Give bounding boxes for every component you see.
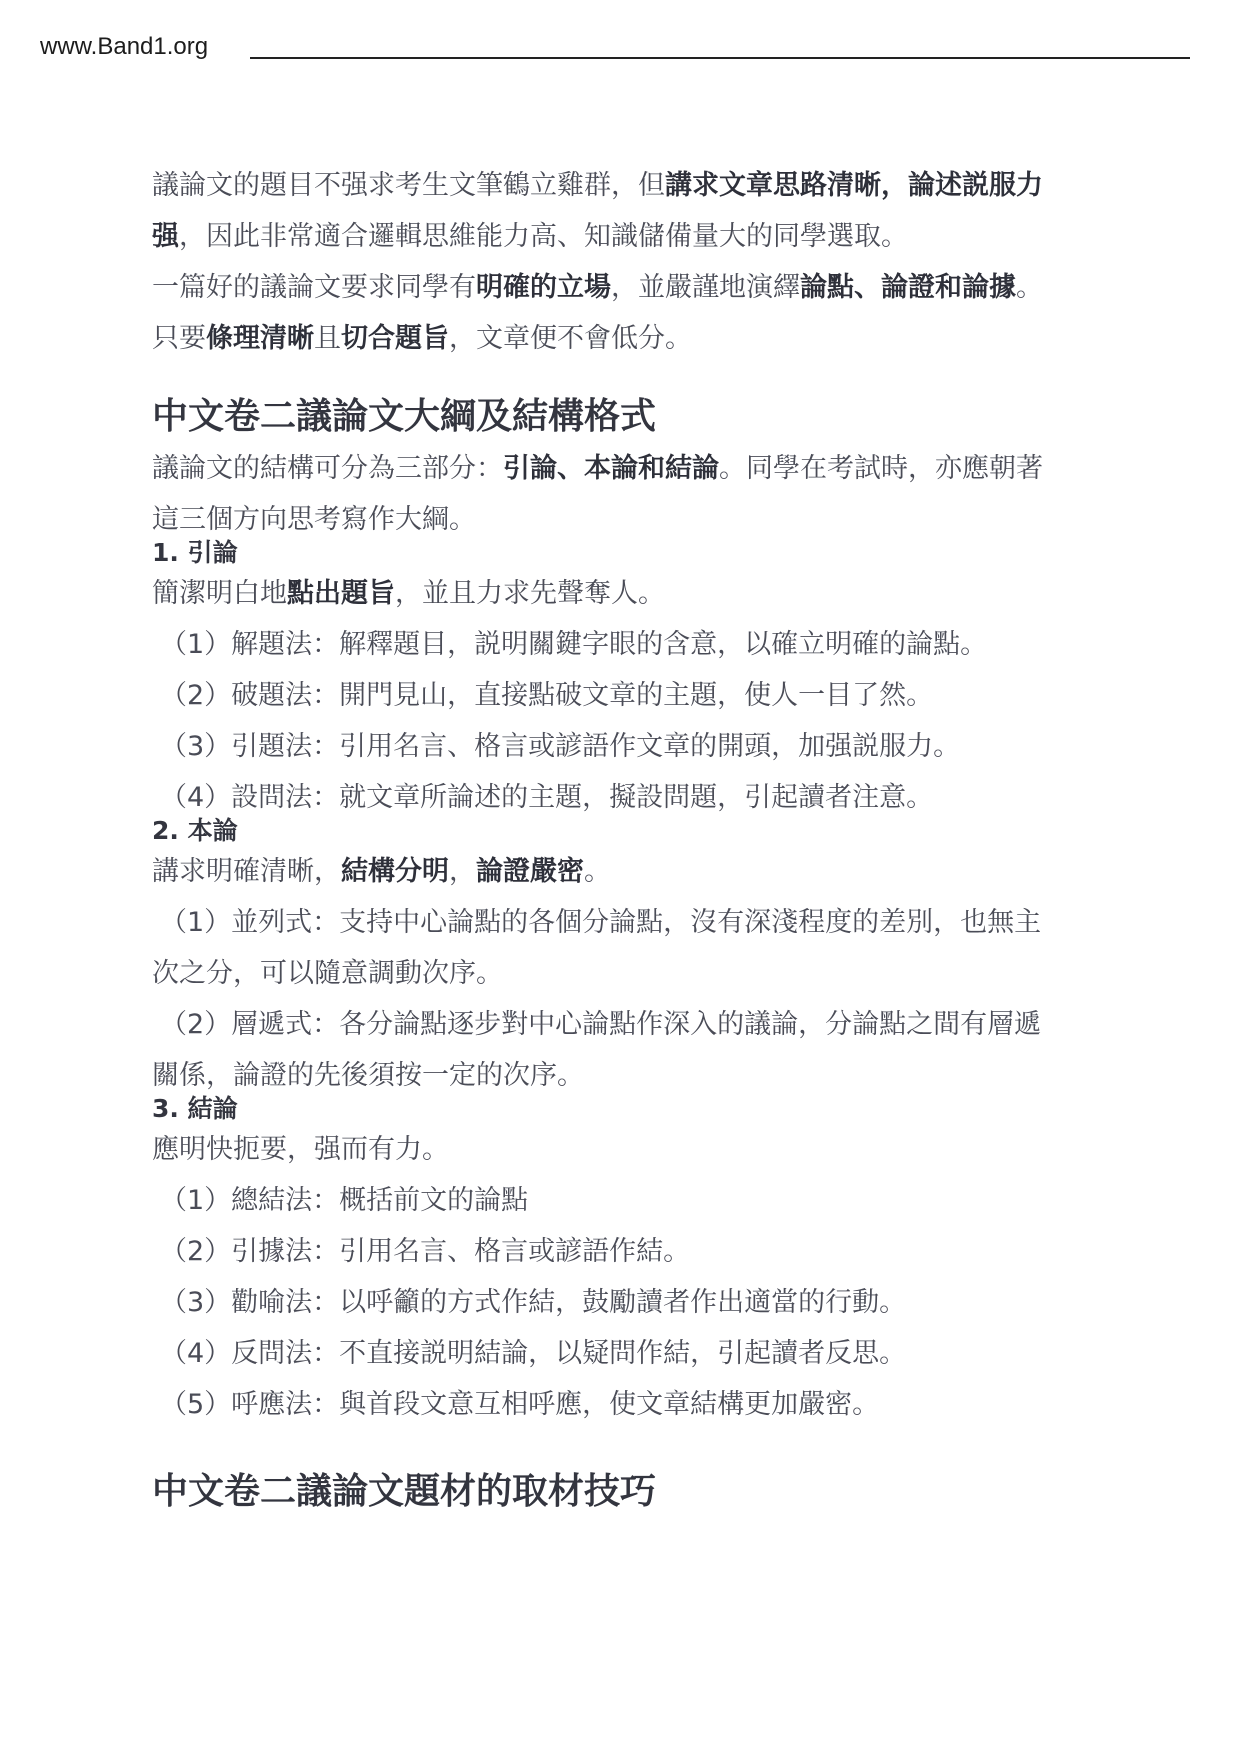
bold-text: 論證嚴密 <box>476 856 584 887</box>
intro-paragraph-1 <box>152 160 1092 262</box>
text: ，文章便不會低分。 <box>449 323 692 354</box>
text: 這三個方向思考寫作大綱。 <box>152 504 476 535</box>
subheading-body: 2. 本論 <box>152 816 238 845</box>
text: 講求明確清晰， <box>152 856 341 887</box>
subheading-introduction: 1. 引論 <box>152 538 238 567</box>
bold-text: 强 <box>152 221 179 252</box>
conclusion-desc: 應明快扼要，强而有力。 <box>152 1134 449 1165</box>
list-item <box>152 897 1092 999</box>
text: 議論文的題目不强求考生文筆鶴立雞群，但 <box>152 170 665 201</box>
text: ， <box>449 856 476 887</box>
section-title-structure: 中文卷二議論文大綱及結構格式 <box>152 396 657 437</box>
introduction-desc <box>152 568 1092 619</box>
list-item <box>152 999 1092 1101</box>
text: ，因此非常適合邏輯思維能力高、知識儲備量大的同學選取。 <box>179 221 908 252</box>
list-item: （3）引題法：引用名言、格言或諺語作文章的開頭，加强説服力。 <box>160 731 961 762</box>
list-item: （2）破題法：開門見山，直接點破文章的主題，使人一目了然。 <box>160 680 934 711</box>
list-item: （3）勸喻法：以呼籲的方式作結，鼓勵讀者作出適當的行動。 <box>160 1287 907 1318</box>
text: 一篇好的議論文要求同學有 <box>152 272 476 303</box>
structure-paragraph <box>152 443 1092 545</box>
text: 關係，論證的先後須按一定的次序。 <box>152 1060 584 1091</box>
bold-text: 結構分明 <box>341 856 449 887</box>
text: （1）並列式：支持中心論點的各個分論點，沒有深淺程度的差別，也無主 <box>160 907 1042 938</box>
text: 簡潔明白地 <box>152 578 287 609</box>
intro-paragraph-3 <box>152 313 1092 364</box>
list-item: （4）反問法：不直接説明結論，以疑問作結，引起讀者反思。 <box>160 1338 907 1369</box>
bold-text: 切合題旨 <box>341 323 449 354</box>
text: 。 <box>1016 272 1043 303</box>
text: ，並且力求先聲奪人。 <box>395 578 665 609</box>
text: 只要 <box>152 323 206 354</box>
header-rule <box>250 57 1190 59</box>
text: 議論文的結構可分為三部分： <box>152 453 503 484</box>
list-item: （5）呼應法：與首段文意互相呼應，使文章結構更加嚴密。 <box>160 1389 880 1420</box>
subheading-conclusion: 3. 結論 <box>152 1094 238 1123</box>
article-body <box>152 160 1092 1518</box>
bold-text: 講求文章思路清晰，論述説服力 <box>665 170 1043 201</box>
text: 。 <box>584 856 611 887</box>
text: 。同學在考試時，亦應朝著 <box>719 453 1043 484</box>
bold-text: 明確的立場 <box>476 272 611 303</box>
list-item: （1）總結法：概括前文的論點 <box>160 1185 529 1216</box>
text: 且 <box>314 323 341 354</box>
text: 次之分，可以隨意調動次序。 <box>152 958 503 989</box>
text: （2）層遞式：各分論點逐步對中心論點作深入的議論，分論點之間有層遞 <box>160 1009 1042 1040</box>
section-title-material: 中文卷二議論文題材的取材技巧 <box>152 1471 657 1512</box>
list-item: （1）解題法：解釋題目，説明關鍵字眼的含意，以確立明確的論點。 <box>160 629 988 660</box>
text: ，並嚴謹地演繹 <box>611 272 800 303</box>
list-item: （2）引據法：引用名言、格言或諺語作結。 <box>160 1236 691 1267</box>
intro-paragraph-2 <box>152 262 1092 313</box>
page-header <box>40 30 1190 64</box>
body-desc <box>152 846 1092 897</box>
site-url[interactable]: www.Band1.org <box>40 33 209 60</box>
bold-text: 引論、本論和結論 <box>503 453 719 484</box>
bold-text: 論點、論證和論據 <box>800 272 1016 303</box>
list-item: （4）設問法：就文章所論述的主題，擬設問題，引起讀者注意。 <box>160 782 934 813</box>
bold-text: 條理清晰 <box>206 323 314 354</box>
bold-text: 點出題旨 <box>287 578 395 609</box>
